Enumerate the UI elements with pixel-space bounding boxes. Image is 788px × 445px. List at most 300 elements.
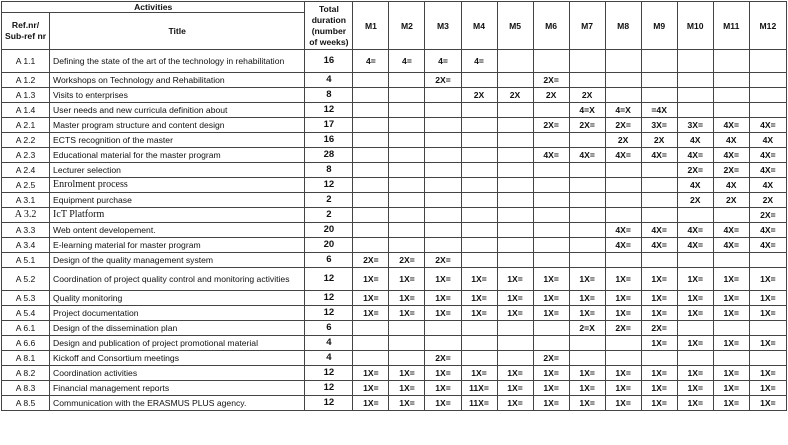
month-cell: 1X=	[569, 396, 605, 411]
month-cell: 1X=	[749, 306, 786, 321]
month-cell: 2X=	[749, 208, 786, 223]
duration-cell: 16	[305, 133, 353, 148]
month-cell: 1X=	[533, 268, 569, 291]
month-cell	[461, 208, 497, 223]
month-cell	[605, 163, 641, 178]
title-cell: Educational material for the master program	[50, 148, 305, 163]
month-cell	[641, 178, 677, 193]
month-cell	[497, 223, 533, 238]
title-cell: Master program structure and content design	[50, 118, 305, 133]
month-cell: 1X=	[569, 306, 605, 321]
duration-cell: 12	[305, 306, 353, 321]
month-cell: 1X=	[641, 366, 677, 381]
month-cell	[389, 238, 425, 253]
title-cell: Equipment purchase	[50, 193, 305, 208]
duration-cell: 4	[305, 351, 353, 366]
month-cell	[677, 321, 713, 336]
month-cell	[497, 133, 533, 148]
month-cell	[569, 253, 605, 268]
month-cell	[389, 336, 425, 351]
title-cell: Quality monitoring	[50, 291, 305, 306]
title-cell: User needs and new curricula definition about	[50, 103, 305, 118]
month-cell: 2X=	[533, 73, 569, 88]
table-row	[2, 321, 787, 336]
table-row	[2, 238, 787, 253]
month-cell: 2X=	[533, 351, 569, 366]
title-cell: Visits to enterprises	[50, 88, 305, 103]
month-cell: 2X=	[605, 321, 641, 336]
month-cell: 1X=	[677, 396, 713, 411]
month-cell	[533, 178, 569, 193]
month-cell	[605, 351, 641, 366]
month-cell	[425, 118, 461, 133]
table-row	[2, 291, 787, 306]
month-cell: 4X=	[533, 148, 569, 163]
month-cell: 1X=	[353, 306, 389, 321]
table-row	[2, 268, 787, 291]
month-cell: 4X=	[605, 238, 641, 253]
month-header: M2	[389, 2, 425, 50]
month-cell: 1X=	[425, 306, 461, 321]
month-cell	[605, 88, 641, 103]
month-cell: 4X	[713, 178, 749, 193]
month-cell: 4X=	[641, 238, 677, 253]
month-cell	[425, 148, 461, 163]
month-cell: 1X=	[713, 366, 749, 381]
ref-cell: A 8.3	[2, 381, 50, 396]
month-cell	[605, 193, 641, 208]
duration-cell: 16	[305, 50, 353, 73]
month-cell: 1X=	[641, 291, 677, 306]
title-cell: Enrolment process	[50, 178, 305, 193]
month-cell	[713, 351, 749, 366]
month-cell: 1X=	[389, 306, 425, 321]
month-cell: 1X=	[749, 268, 786, 291]
month-cell: 2X=	[533, 118, 569, 133]
ref-cell: A 8.2	[2, 366, 50, 381]
month-cell	[425, 223, 461, 238]
ref-cell: A 1.3	[2, 88, 50, 103]
month-cell	[353, 73, 389, 88]
month-cell: 4X=	[713, 238, 749, 253]
month-cell: 1X=	[641, 268, 677, 291]
month-cell: 1X=	[353, 396, 389, 411]
month-cell: 1X=	[713, 381, 749, 396]
table-row	[2, 208, 787, 223]
month-cell: 1X=	[749, 291, 786, 306]
month-cell: 1X=	[713, 291, 749, 306]
table-row	[2, 336, 787, 351]
month-cell: 4X=	[749, 223, 786, 238]
month-cell	[389, 88, 425, 103]
ref-cell: A 2.5	[2, 178, 50, 193]
month-cell	[353, 336, 389, 351]
title-cell: Project documentation	[50, 306, 305, 321]
month-cell	[533, 336, 569, 351]
month-cell	[533, 50, 569, 73]
month-cell: 11X=	[461, 396, 497, 411]
month-cell: 4=	[389, 50, 425, 73]
month-cell: 1X=	[677, 306, 713, 321]
month-cell: 1X=	[749, 381, 786, 396]
month-cell: 2X	[641, 133, 677, 148]
month-cell: 1X=	[605, 291, 641, 306]
month-cell: 2X=	[425, 73, 461, 88]
month-cell	[461, 133, 497, 148]
duration-cell: 12	[305, 396, 353, 411]
table-row	[2, 193, 787, 208]
month-cell: 1X=	[533, 291, 569, 306]
month-cell	[497, 336, 533, 351]
month-cell	[497, 351, 533, 366]
month-cell	[533, 253, 569, 268]
month-cell	[605, 50, 641, 73]
month-cell: 1X=	[461, 306, 497, 321]
ref-cell: A 2.1	[2, 118, 50, 133]
title-cell: ECTS recognition of the master	[50, 133, 305, 148]
month-cell	[569, 223, 605, 238]
month-cell	[389, 208, 425, 223]
month-cell	[641, 208, 677, 223]
month-cell: 2X	[461, 88, 497, 103]
month-cell: 4X=	[749, 163, 786, 178]
month-cell	[461, 178, 497, 193]
ref-cell: A 5.3	[2, 291, 50, 306]
month-cell	[389, 118, 425, 133]
month-cell	[713, 73, 749, 88]
month-cell: 4=X	[605, 103, 641, 118]
month-cell	[497, 118, 533, 133]
month-cell	[353, 178, 389, 193]
month-cell	[497, 50, 533, 73]
month-cell	[497, 193, 533, 208]
month-cell: 1X=	[605, 396, 641, 411]
month-cell	[641, 351, 677, 366]
month-cell	[641, 253, 677, 268]
title-cell: Web ontent developement.	[50, 223, 305, 238]
month-cell	[605, 253, 641, 268]
month-cell: 1X=	[641, 381, 677, 396]
duration-cell: 2	[305, 193, 353, 208]
month-header: M12	[749, 2, 786, 50]
month-cell	[425, 103, 461, 118]
title-cell: Design and publication of project promotional material	[50, 336, 305, 351]
month-cell	[497, 238, 533, 253]
month-cell: 1X=	[533, 306, 569, 321]
month-cell	[749, 253, 786, 268]
duration-cell: 4	[305, 73, 353, 88]
table-row	[2, 163, 787, 178]
month-cell	[569, 73, 605, 88]
month-cell: 2X=	[641, 321, 677, 336]
month-cell: 1X=	[569, 381, 605, 396]
table-row	[2, 88, 787, 103]
month-cell: 1X=	[353, 366, 389, 381]
month-cell	[533, 223, 569, 238]
month-cell	[569, 238, 605, 253]
month-cell: 4X	[749, 178, 786, 193]
month-cell	[461, 336, 497, 351]
month-cell	[569, 336, 605, 351]
month-cell: 4=X	[569, 103, 605, 118]
month-cell	[713, 103, 749, 118]
duration-cell: 17	[305, 118, 353, 133]
ref-header: Ref.nr/ Sub-ref nr	[2, 13, 50, 50]
title-cell: Coordination activities	[50, 366, 305, 381]
table-row	[2, 381, 787, 396]
month-cell	[533, 163, 569, 178]
title-cell: Lecturer selection	[50, 163, 305, 178]
ref-cell: A 5.1	[2, 253, 50, 268]
month-cell: 4=	[461, 50, 497, 73]
month-cell: 2X	[677, 193, 713, 208]
month-cell	[497, 208, 533, 223]
month-cell: 11X=	[461, 381, 497, 396]
table-row	[2, 73, 787, 88]
table-body	[2, 50, 787, 411]
table-row	[2, 133, 787, 148]
month-cell	[461, 163, 497, 178]
month-cell	[569, 163, 605, 178]
month-cell: 4X=	[749, 148, 786, 163]
month-cell	[497, 163, 533, 178]
month-cell: 2X	[749, 193, 786, 208]
month-cell	[353, 148, 389, 163]
duration-cell: 20	[305, 223, 353, 238]
month-cell	[677, 253, 713, 268]
month-cell	[353, 208, 389, 223]
duration-header: Total duration (number of weeks)	[305, 2, 353, 50]
month-cell	[497, 103, 533, 118]
month-cell	[533, 193, 569, 208]
month-cell: 2X=	[425, 351, 461, 366]
month-cell: 2X=	[677, 163, 713, 178]
month-cell: 1X=	[353, 291, 389, 306]
month-cell: 2=X	[569, 321, 605, 336]
title-cell: Financial management reports	[50, 381, 305, 396]
duration-cell: 12	[305, 178, 353, 193]
month-cell	[461, 321, 497, 336]
month-cell	[425, 208, 461, 223]
month-cell: 1X=	[677, 366, 713, 381]
month-header: M11	[713, 2, 749, 50]
month-cell	[677, 208, 713, 223]
month-cell: 1X=	[605, 268, 641, 291]
month-cell: 1X=	[749, 396, 786, 411]
month-cell	[353, 351, 389, 366]
table-row	[2, 103, 787, 118]
month-cell: 1X=	[713, 396, 749, 411]
month-cell: 1X=	[389, 366, 425, 381]
month-cell: 1X=	[605, 306, 641, 321]
month-cell	[497, 148, 533, 163]
month-cell: 1X=	[641, 306, 677, 321]
month-cell: 4X=	[713, 148, 749, 163]
ref-cell: A 1.4	[2, 103, 50, 118]
month-cell: 1X=	[353, 268, 389, 291]
month-cell	[353, 321, 389, 336]
month-cell	[389, 321, 425, 336]
month-cell	[353, 163, 389, 178]
month-cell	[425, 336, 461, 351]
duration-cell: 6	[305, 253, 353, 268]
table-row	[2, 223, 787, 238]
table-row	[2, 351, 787, 366]
month-cell: 4X=	[641, 223, 677, 238]
month-cell: 4X=	[749, 118, 786, 133]
month-cell	[461, 73, 497, 88]
duration-cell: 8	[305, 163, 353, 178]
ref-cell: A 1.2	[2, 73, 50, 88]
month-cell	[569, 193, 605, 208]
month-cell	[425, 178, 461, 193]
month-cell: 1X=	[497, 366, 533, 381]
month-cell: 1X=	[461, 366, 497, 381]
month-cell: 1X=	[641, 336, 677, 351]
month-cell	[641, 163, 677, 178]
month-cell	[389, 73, 425, 88]
month-cell: 1X=	[497, 291, 533, 306]
duration-cell: 6	[305, 321, 353, 336]
month-cell	[389, 193, 425, 208]
month-cell	[461, 253, 497, 268]
month-cell	[461, 148, 497, 163]
month-cell: 1X=	[497, 306, 533, 321]
month-cell: =4X	[641, 103, 677, 118]
month-cell: 4X=	[713, 118, 749, 133]
ref-cell: A 6.1	[2, 321, 50, 336]
month-cell	[425, 193, 461, 208]
month-cell: 2X=	[425, 253, 461, 268]
month-cell: 4X	[749, 133, 786, 148]
month-cell	[389, 178, 425, 193]
month-cell	[713, 321, 749, 336]
month-cell	[533, 103, 569, 118]
month-cell: 4=	[425, 50, 461, 73]
table-header	[2, 2, 787, 50]
month-cell: 1X=	[641, 396, 677, 411]
month-cell	[641, 88, 677, 103]
month-header: M4	[461, 2, 497, 50]
month-cell	[533, 133, 569, 148]
month-cell	[353, 118, 389, 133]
month-cell	[641, 73, 677, 88]
title-cell: Design of the dissemination plan	[50, 321, 305, 336]
ref-cell: A 1.1	[2, 50, 50, 73]
ref-cell: A 5.2	[2, 268, 50, 291]
month-cell: 4X=	[569, 148, 605, 163]
table-row	[2, 306, 787, 321]
month-cell: 1X=	[425, 366, 461, 381]
title-cell: Design of the quality management system	[50, 253, 305, 268]
month-cell	[749, 50, 786, 73]
month-cell	[353, 133, 389, 148]
title-header: Title	[50, 13, 305, 50]
month-cell: 1X=	[749, 366, 786, 381]
month-cell	[425, 238, 461, 253]
ref-cell: A 5.4	[2, 306, 50, 321]
month-cell: 2X=	[389, 253, 425, 268]
title-cell: Coordination of project quality control and monitoring activities	[50, 268, 305, 291]
month-cell: 1X=	[605, 381, 641, 396]
month-cell	[533, 208, 569, 223]
month-cell	[461, 351, 497, 366]
duration-cell: 12	[305, 103, 353, 118]
month-cell: 2X=	[353, 253, 389, 268]
month-cell	[677, 103, 713, 118]
month-cell: 1X=	[605, 366, 641, 381]
month-cell: 1X=	[533, 381, 569, 396]
ref-cell: A 8.5	[2, 396, 50, 411]
month-header: M6	[533, 2, 569, 50]
month-cell: 4X=	[605, 223, 641, 238]
month-cell	[569, 50, 605, 73]
month-cell	[749, 88, 786, 103]
month-cell: 4X=	[677, 148, 713, 163]
month-header: M10	[677, 2, 713, 50]
month-cell: 1X=	[389, 268, 425, 291]
month-cell: 4X=	[677, 223, 713, 238]
month-cell: 4X=	[677, 238, 713, 253]
month-cell	[461, 238, 497, 253]
month-cell: 1X=	[425, 396, 461, 411]
month-cell: 4X	[677, 178, 713, 193]
month-cell: 2X	[605, 133, 641, 148]
month-cell	[389, 103, 425, 118]
month-cell: 3X=	[677, 118, 713, 133]
month-cell: 2X	[569, 88, 605, 103]
month-cell: 1X=	[461, 268, 497, 291]
month-cell	[713, 208, 749, 223]
month-cell: 4X	[677, 133, 713, 148]
month-cell	[605, 178, 641, 193]
table-row	[2, 366, 787, 381]
month-cell	[353, 193, 389, 208]
month-cell: 1X=	[713, 268, 749, 291]
month-cell	[497, 73, 533, 88]
ref-cell: A 3.4	[2, 238, 50, 253]
month-cell: 1X=	[677, 291, 713, 306]
title-cell: IcT Platform	[50, 208, 305, 223]
month-cell	[749, 73, 786, 88]
month-cell	[461, 193, 497, 208]
month-cell	[749, 351, 786, 366]
month-cell	[641, 193, 677, 208]
title-cell: E-learning material for master program	[50, 238, 305, 253]
ref-cell: A 2.4	[2, 163, 50, 178]
month-cell: 1X=	[425, 268, 461, 291]
month-cell: 1X=	[389, 381, 425, 396]
month-cell	[569, 178, 605, 193]
month-cell	[497, 321, 533, 336]
table-row	[2, 396, 787, 411]
month-cell	[605, 336, 641, 351]
month-cell: 1X=	[389, 396, 425, 411]
ref-cell: A 6.6	[2, 336, 50, 351]
month-cell	[569, 133, 605, 148]
month-cell: 2X	[497, 88, 533, 103]
month-cell	[389, 133, 425, 148]
month-cell: 1X=	[353, 381, 389, 396]
duration-cell: 8	[305, 88, 353, 103]
month-cell: 1X=	[425, 381, 461, 396]
month-cell	[605, 208, 641, 223]
month-cell	[353, 103, 389, 118]
month-header: M1	[353, 2, 389, 50]
month-cell: 4X	[713, 133, 749, 148]
ref-cell: A 3.3	[2, 223, 50, 238]
ref-cell: A 2.3	[2, 148, 50, 163]
